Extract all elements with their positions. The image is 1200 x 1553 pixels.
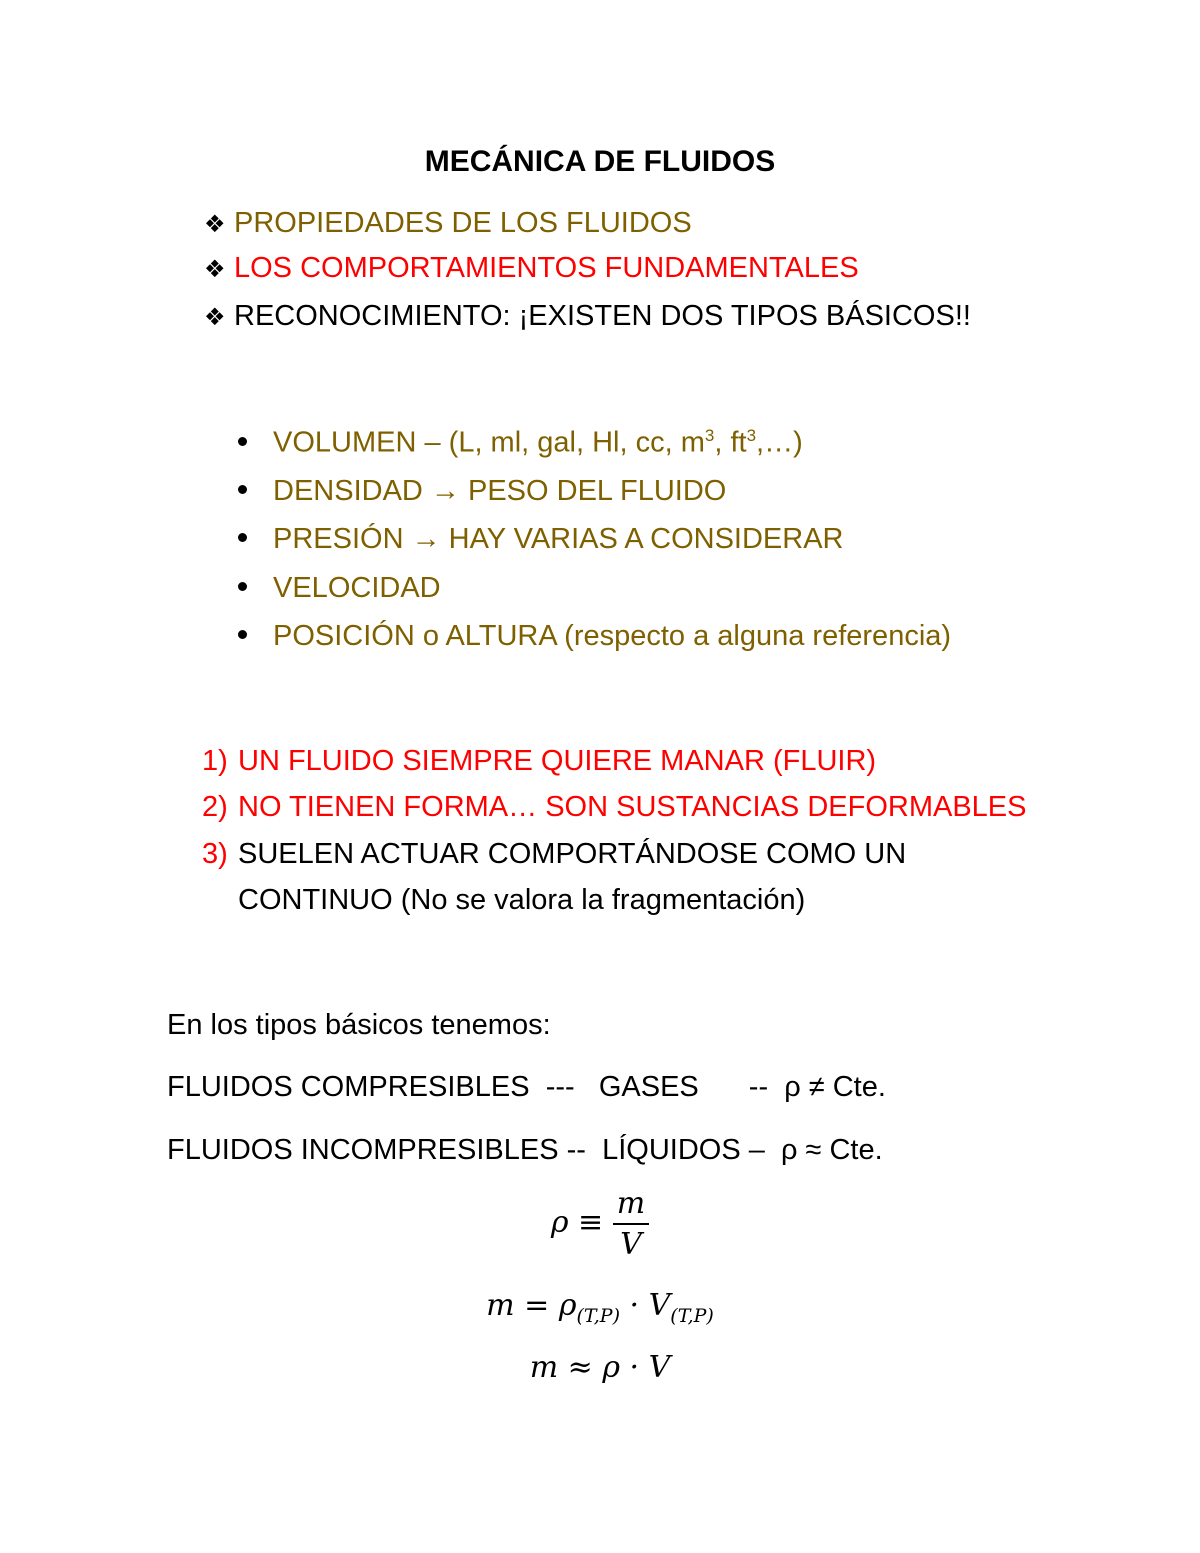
- property-text: DENSIDAD: [273, 475, 431, 507]
- property-text: PRESIÓN → HAY VARIAS A CONSIDERAR: [273, 523, 844, 555]
- fluid-type-compressible: [167, 1071, 886, 1104]
- topic-item: [204, 300, 971, 333]
- property-item-densidad: [238, 475, 726, 508]
- fluid-type-density: -- ρ ≠ Cte.: [748, 1071, 886, 1103]
- behavior-text: CONTINUO (No se valora la fragmentación): [238, 884, 806, 916]
- formula-subscript: (T,P): [670, 1305, 714, 1327]
- property-text: PESO DEL FLUIDO: [459, 475, 727, 507]
- bullet-dot-icon: [238, 437, 247, 446]
- fraction-numerator: m: [613, 1186, 649, 1225]
- list-number: 3): [202, 838, 228, 870]
- property-text: VELOCIDAD: [273, 572, 441, 604]
- exponent: 3: [704, 426, 715, 445]
- topic-item: [204, 252, 859, 285]
- behavior-item-3-continued: [238, 884, 805, 917]
- bullet-dot-icon: [238, 485, 247, 494]
- property-item-velocidad: [238, 572, 441, 605]
- behavior-text: UN FLUIDO SIEMPRE QUIERE MANAR (FLUIR): [238, 745, 877, 777]
- diamond-bullet-icon: ❖: [204, 256, 226, 283]
- behavior-item-3: [202, 838, 906, 871]
- property-text: ,…): [756, 426, 803, 459]
- property-item-volumen: [238, 426, 803, 460]
- bullet-dot-icon: [238, 533, 247, 542]
- property-item-presion: [238, 523, 843, 556]
- page-title: MECÁNICA DE FLUIDOS: [424, 145, 776, 178]
- diamond-bullet-icon: ❖: [204, 211, 226, 238]
- formula-part: · V: [620, 1288, 671, 1323]
- fraction: [613, 1186, 649, 1262]
- behavior-text: SUELEN ACTUAR COMPORTÁNDOSE COMO UN: [238, 838, 907, 870]
- formula-subscript: (T,P): [576, 1305, 620, 1327]
- fluid-type-incompressible: [167, 1134, 883, 1167]
- formula-mass-tp: [0, 1288, 1200, 1327]
- fraction-denominator: V: [620, 1227, 642, 1262]
- topic-item: [204, 207, 692, 240]
- arrow-right-icon: →: [430, 475, 460, 507]
- fluid-type-text: FLUIDOS INCOMPRESIBLES -- LÍQUIDOS – ρ ≈ Cte.: [167, 1134, 883, 1166]
- formula-mass-approx: m ≈ ρ · V: [529, 1350, 671, 1385]
- intro-text: En los tipos básicos tenemos:: [167, 1009, 551, 1041]
- fluid-type-text: FLUIDOS COMPRESIBLES --- GASES: [167, 1071, 699, 1103]
- behavior-item-2: [202, 791, 1026, 824]
- behavior-item-1: [202, 745, 876, 778]
- diamond-bullet-icon: ❖: [204, 304, 226, 331]
- property-text: POSICIÓN o ALTURA (respecto a alguna referencia): [273, 620, 952, 652]
- formula-part: m = ρ: [486, 1288, 577, 1323]
- list-number: 1): [202, 745, 228, 777]
- bullet-dot-icon: [238, 582, 247, 591]
- topic-text: LOS COMPORTAMIENTOS FUNDAMENTALES: [234, 252, 859, 284]
- topic-text: RECONOCIMIENTO: ¡EXISTEN DOS TIPOS BÁSICOS!!: [234, 300, 971, 332]
- topic-text: PROPIEDADES DE LOS FLUIDOS: [234, 207, 692, 239]
- property-item-posicion: [238, 620, 951, 653]
- list-number: 2): [202, 791, 228, 823]
- property-text: , ft: [714, 426, 747, 459]
- formula-density-definition: [0, 1186, 1200, 1262]
- formula-lhs: ρ ≡: [550, 1205, 613, 1240]
- exponent: 3: [746, 426, 757, 445]
- behavior-text: NO TIENEN FORMA… SON SUSTANCIAS DEFORMABLES: [238, 791, 1027, 823]
- bullet-dot-icon: [238, 630, 247, 639]
- property-text: VOLUMEN – (L, ml, gal, Hl, cc, m: [273, 426, 705, 459]
